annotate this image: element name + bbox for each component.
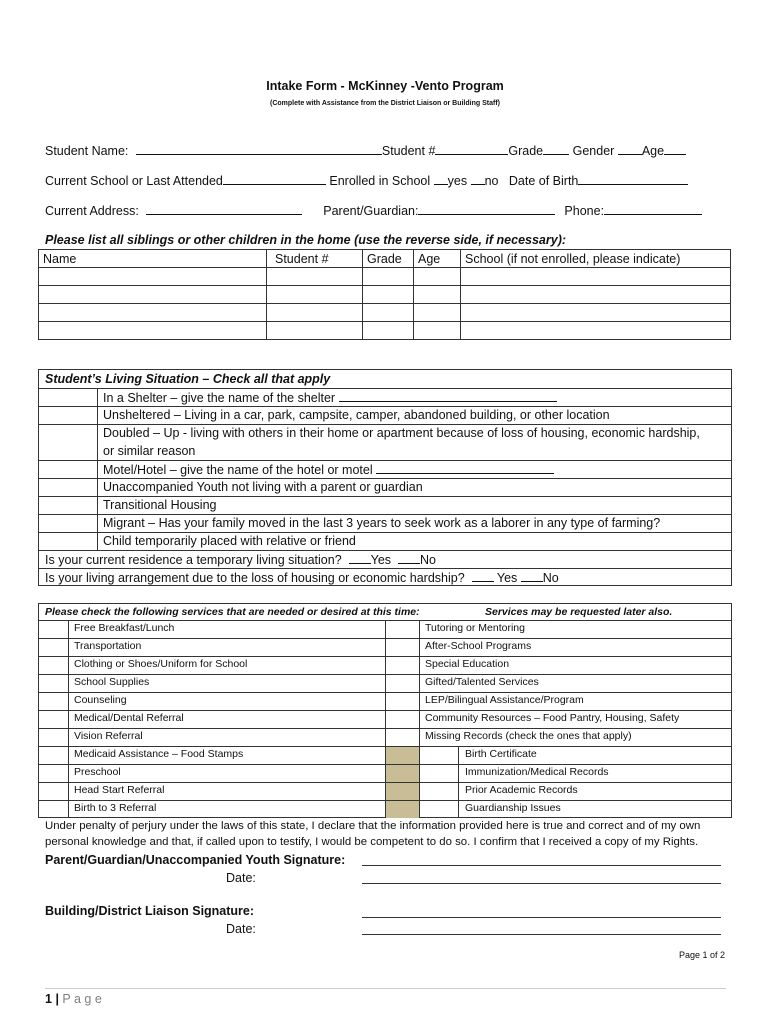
living-option-shelter[interactable] bbox=[103, 390, 557, 405]
service-left-item[interactable]: Medicaid Assistance – Food Stamps bbox=[74, 748, 244, 760]
enrolled-label: Enrolled in School bbox=[329, 174, 431, 188]
service-left-item[interactable]: Clothing or Shoes/Uniform for School bbox=[74, 658, 248, 670]
temporary-residence-question bbox=[45, 552, 436, 567]
service-left-item[interactable]: Preschool bbox=[74, 766, 121, 778]
no-label: No bbox=[542, 571, 559, 585]
student-number-label: Student # bbox=[381, 144, 436, 158]
service-left-item[interactable]: Medical/Dental Referral bbox=[74, 712, 184, 724]
living-option-transitional[interactable]: Transitional Housing bbox=[103, 498, 217, 512]
record-item[interactable]: Guardianship Issues bbox=[465, 802, 561, 814]
address-label: Current Address: bbox=[45, 204, 139, 218]
living-option-doubled-up[interactable]: Doubled – Up - living with others in their home or apartment because of loss of housing, economic hardship, bbox=[103, 426, 700, 440]
service-left-item[interactable]: Vision Referral bbox=[74, 730, 143, 742]
services-note: Services may be requested later also. bbox=[485, 606, 673, 618]
question-label: Is your current residence a temporary living situation? bbox=[45, 553, 342, 567]
column-header: School (if not enrolled, please indicate) bbox=[461, 250, 731, 268]
option-label: Motel/Hotel – give the name of the hotel or motel bbox=[103, 463, 373, 477]
option-label: In a Shelter – give the name of the shelter bbox=[103, 391, 336, 405]
record-item[interactable]: Birth Certificate bbox=[465, 748, 537, 760]
address-field[interactable] bbox=[146, 203, 302, 215]
living-option-unsheltered[interactable]: Unsheltered – Living in a car, park, campsite, camper, abandoned building, or other location bbox=[103, 408, 610, 422]
service-right-item[interactable]: Missing Records (check the ones that apply) bbox=[425, 730, 632, 742]
enrolled-no-label: no bbox=[484, 174, 499, 188]
parent-signature-line[interactable] bbox=[362, 865, 721, 866]
column-header: Student # bbox=[267, 250, 363, 268]
services-heading: Please check the following services that are needed or desired at this time: bbox=[45, 606, 420, 618]
parent-field[interactable] bbox=[418, 203, 555, 215]
grade-field[interactable] bbox=[543, 143, 569, 155]
liaison-date-label: Date: bbox=[226, 922, 256, 936]
service-right-item[interactable]: Community Resources – Food Pantry, Housing, Safety bbox=[425, 712, 680, 724]
declaration-line-1: Under penalty of perjury under the laws of this state, I declare that the information provided here is true and correct and of my own bbox=[45, 820, 701, 832]
declaration-line-2: personal knowledge and that, if called upon to testify, I would be competent to do so. I confirm that I received a copy of my Rights. bbox=[45, 836, 699, 848]
service-right-item[interactable]: Special Education bbox=[425, 658, 510, 670]
page-word: P a g e bbox=[62, 992, 102, 1006]
parent-signature-label: Parent/Guardian/Unaccompanied Youth Signature: bbox=[45, 853, 346, 867]
no-label: No bbox=[419, 553, 436, 567]
gender-label: Gender bbox=[572, 144, 615, 158]
dob-field[interactable] bbox=[578, 173, 688, 185]
student-number-field[interactable] bbox=[435, 143, 508, 155]
student-info-row-1 bbox=[45, 143, 686, 158]
liaison-signature-label: Building/District Liaison Signature: bbox=[45, 904, 255, 918]
checkbox-column-divider bbox=[97, 388, 98, 550]
service-left-item[interactable]: Counseling bbox=[74, 694, 127, 706]
living-option-motel[interactable] bbox=[103, 462, 554, 477]
enrolled-yes-label: yes bbox=[447, 174, 468, 188]
column-header: Name bbox=[39, 250, 267, 268]
table-row[interactable] bbox=[39, 268, 731, 286]
phone-label: Phone: bbox=[564, 204, 605, 218]
current-school-field[interactable] bbox=[223, 173, 326, 185]
form-title: Intake Form - McKinney -Vento Program bbox=[266, 79, 504, 93]
shelter-name-field[interactable] bbox=[339, 390, 557, 402]
motel-name-field[interactable] bbox=[376, 462, 554, 474]
form-subtitle: (Complete with Assistance from the District Liaison or Building Staff) bbox=[270, 100, 500, 107]
yes-label: Yes bbox=[370, 553, 392, 567]
q1-yes-blank[interactable] bbox=[349, 552, 371, 564]
service-left-item[interactable]: Head Start Referral bbox=[74, 784, 165, 796]
table-row[interactable] bbox=[39, 322, 731, 340]
age-label: Age bbox=[641, 144, 665, 158]
footer-divider bbox=[45, 988, 726, 989]
living-option-doubled-up-cont: or similar reason bbox=[103, 444, 196, 458]
liaison-date-line[interactable] bbox=[362, 934, 721, 935]
service-right-item[interactable]: After-School Programs bbox=[425, 640, 532, 652]
parent-date-label: Date: bbox=[226, 871, 256, 885]
q2-no-blank[interactable] bbox=[521, 570, 543, 582]
table-row[interactable] bbox=[39, 304, 731, 322]
record-item[interactable]: Immunization/Medical Records bbox=[465, 766, 609, 778]
parent-label: Parent/Guardian: bbox=[323, 204, 419, 218]
enrolled-no-blank[interactable] bbox=[471, 173, 485, 185]
living-option-unaccompanied[interactable]: Unaccompanied Youth not living with a parent or guardian bbox=[103, 480, 423, 494]
table-header-row bbox=[39, 250, 731, 268]
student-info-row-3 bbox=[45, 203, 702, 218]
question-label: Is your living arrangement due to the loss of housing or economic hardship? bbox=[45, 571, 465, 585]
student-name-field[interactable] bbox=[136, 143, 382, 155]
page-footer bbox=[45, 992, 102, 1006]
economic-hardship-question bbox=[45, 570, 559, 585]
page-number: 1 bbox=[45, 992, 52, 1006]
current-school-label: Current School or Last Attended bbox=[45, 174, 223, 188]
record-item[interactable]: Prior Academic Records bbox=[465, 784, 578, 796]
age-field[interactable] bbox=[664, 143, 686, 155]
service-right-item[interactable]: Gifted/Talented Services bbox=[425, 676, 539, 688]
table-row[interactable] bbox=[39, 286, 731, 304]
living-option-relative[interactable]: Child temporarily placed with relative or friend bbox=[103, 534, 356, 548]
living-situation-heading: Student’s Living Situation – Check all that apply bbox=[45, 372, 331, 386]
dob-label: Date of Birth bbox=[508, 174, 579, 188]
column-header: Grade bbox=[363, 250, 414, 268]
parent-date-line[interactable] bbox=[362, 883, 721, 884]
column-header: Age bbox=[414, 250, 461, 268]
enrolled-yes-blank[interactable] bbox=[434, 173, 448, 185]
grade-label: Grade bbox=[508, 144, 544, 158]
service-left-item[interactable]: School Supplies bbox=[74, 676, 150, 688]
phone-field[interactable] bbox=[604, 203, 702, 215]
student-name-label: Student Name: bbox=[45, 144, 129, 158]
page-separator: | bbox=[55, 992, 59, 1006]
q1-no-blank[interactable] bbox=[398, 552, 420, 564]
liaison-signature-line[interactable] bbox=[362, 917, 721, 918]
student-info-row-2 bbox=[45, 173, 688, 188]
q2-yes-blank[interactable] bbox=[472, 570, 494, 582]
yes-label: Yes bbox=[496, 571, 518, 585]
gender-field[interactable] bbox=[618, 143, 642, 155]
service-right-item[interactable]: LEP/Bilingual Assistance/Program bbox=[425, 694, 584, 706]
service-left-item[interactable]: Transportation bbox=[74, 640, 142, 652]
living-option-migrant[interactable]: Migrant – Has your family moved in the last 3 years to seek work as a laborer in any type of farming? bbox=[103, 516, 661, 530]
service-left-item[interactable]: Free Breakfast/Lunch bbox=[74, 622, 175, 634]
siblings-table bbox=[38, 249, 731, 340]
siblings-instruction: Please list all siblings or other children in the home (use the reverse side, if necessary): bbox=[45, 233, 567, 247]
service-right-item[interactable]: Tutoring or Mentoring bbox=[425, 622, 525, 634]
page-of-label: Page 1 of 2 bbox=[679, 950, 726, 960]
service-left-item[interactable]: Birth to 3 Referral bbox=[74, 802, 157, 814]
